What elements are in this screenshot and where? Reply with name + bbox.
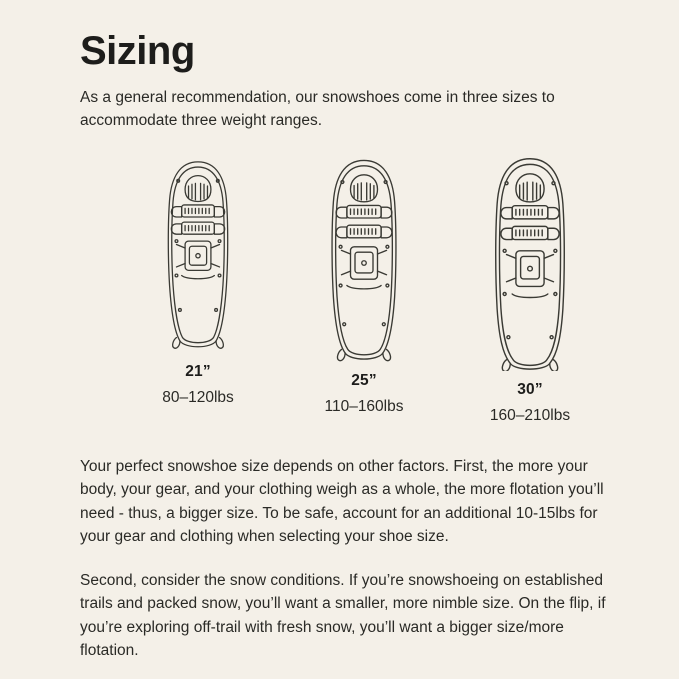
size-option-30 xyxy=(466,155,594,425)
snowshoe-icon xyxy=(146,155,250,353)
size-label: 30” xyxy=(517,380,543,398)
body-paragraph-2: Second, consider the snow conditions. If you’re snowshoeing on established trails and packed snow, you’ll want a smaller, more nimble size. On the flip, if you’re exploring off-trail with fresh snow, you’ll want a bigger size/more flotation. xyxy=(80,571,606,660)
size-weight-range: 110–160lbs xyxy=(324,397,404,415)
size-option-21 xyxy=(134,155,262,425)
size-label: 25” xyxy=(351,371,377,389)
body-copy xyxy=(80,455,610,663)
size-weight-range: 80–120lbs xyxy=(162,388,234,406)
size-weight-range: 160–210lbs xyxy=(489,406,571,424)
snowshoe-icon xyxy=(478,155,582,371)
size-option-25 xyxy=(300,155,428,425)
snowshoe-icon xyxy=(312,155,416,362)
size-label: 21” xyxy=(185,362,211,380)
intro-paragraph: As a general recommendation, our snowshoes come in three sizes to accommodate three weight ranges. xyxy=(80,89,555,130)
page-title: Sizing xyxy=(80,29,195,73)
size-comparison-row xyxy=(134,155,627,425)
body-paragraph-1: Your perfect snowshoe size depends on other factors. First, the more your body, your gear, and your clothing weigh as a whole, the more flotation you’ll need - thus, a bigger size. To be safe, account for an additional 10-15lbs for your gear and clothing when selecting your shoe size. xyxy=(80,457,604,546)
